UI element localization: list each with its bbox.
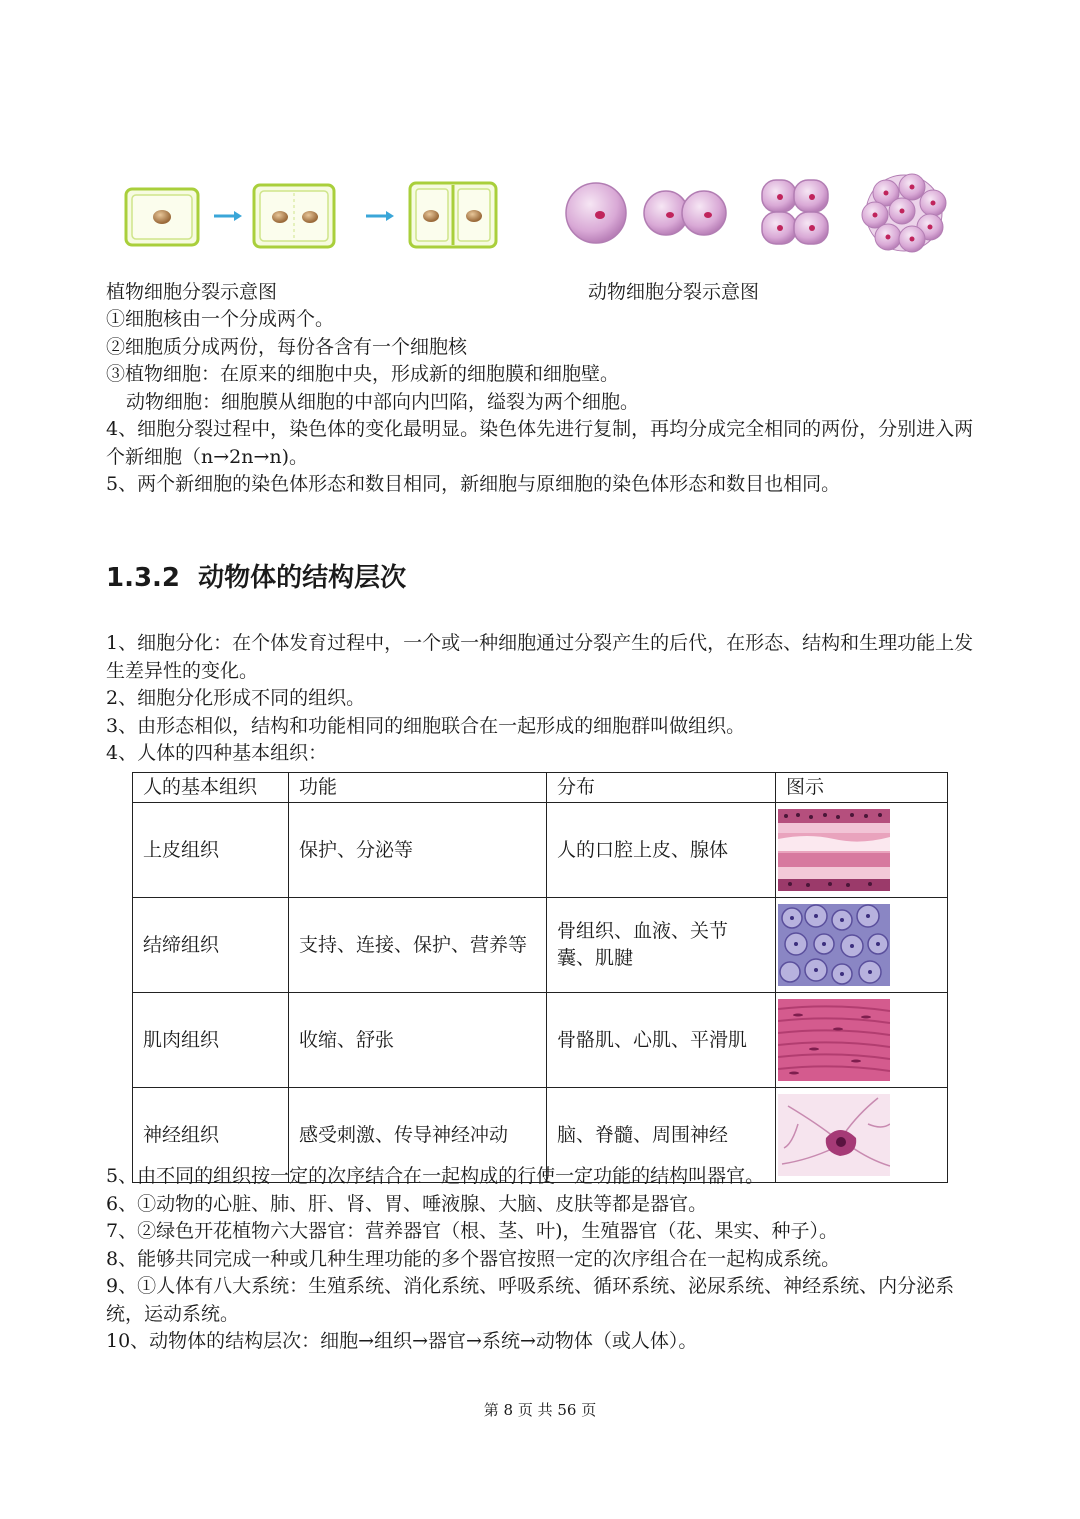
tissue-function: 收缩、舒张 xyxy=(289,993,547,1088)
tissue-name: 肌肉组织 xyxy=(133,993,289,1088)
table-header-row xyxy=(133,773,948,803)
text-line: 10、动物体的结构层次：细胞→组织→器官→系统→动物体（或人体）。 xyxy=(106,1330,698,1352)
plant-cell-stage-2 xyxy=(254,185,334,247)
text-line: ①细胞核由一个分成两个。 xyxy=(106,308,335,330)
tissue-distribution: 骨骼肌、心肌、平滑肌 xyxy=(547,993,776,1088)
tissue-distribution: 脑、脊髓、周围神经 xyxy=(547,1088,776,1183)
page-footer: 第 8 页 共 56 页 xyxy=(483,1401,597,1419)
tissue-name: 结缔组织 xyxy=(133,898,289,993)
text-line: ②细胞质分成两份，每份各含有一个细胞核 xyxy=(106,335,468,358)
table-row xyxy=(133,898,948,993)
column-header: 分布 xyxy=(547,773,776,803)
text-line: 2、细胞分化形成不同的组织。 xyxy=(106,687,366,709)
text-line: 3、由形态相似，结构和功能相同的细胞联合在一起形成的细胞群叫做组织。 xyxy=(106,714,746,737)
text-line: ③植物细胞：在原来的细胞中央，形成新的细胞膜和细胞壁。 xyxy=(106,363,620,385)
epithelial-micrograph xyxy=(778,809,890,891)
tissue-function: 感受刺激、传导神经冲动 xyxy=(289,1088,547,1183)
section-title: 动物体的结构层次 xyxy=(198,563,407,593)
text-line: 9、①人体有八大系统：生殖系统、消化系统、呼吸系统、循环系统、泌尿系统、神经系统、内分泌系统，运动系统。 xyxy=(106,1275,955,1325)
cell-division-figures xyxy=(118,165,958,275)
plant-cell-stage-3 xyxy=(410,183,496,247)
plant-figure-caption: 植物细胞分裂示意图 xyxy=(106,281,278,303)
tissue-name: 神经组织 xyxy=(133,1088,289,1183)
section-number: 1.3.2 xyxy=(106,563,181,593)
text-line: 6、①动物的心脏、肺、肝、肾、胃、唾液腺、大脑、皮肤等都是器官。 xyxy=(106,1192,708,1215)
column-header: 人的基本组织 xyxy=(133,773,289,803)
tissue-name: 上皮组织 xyxy=(133,803,289,898)
tissue-function: 支持、连接、保护、营养等 xyxy=(289,898,547,993)
animal-cell-stage-1 xyxy=(566,183,626,243)
text-line: 5、两个新细胞的染色体形态和数目相同，新细胞与原细胞的染色体形态和数目也相同。 xyxy=(106,473,841,495)
division-points xyxy=(106,306,986,499)
animal-cell-stage-4 xyxy=(862,174,946,252)
points-b xyxy=(106,1163,986,1356)
tissue-table xyxy=(132,772,948,1183)
tissue-distribution: 骨组织、血液、关节囊、肌腱 xyxy=(547,898,776,993)
column-header: 图示 xyxy=(776,773,948,803)
text-line: 1、细胞分化：在个体发育过程中，一个或一种细胞通过分裂产生的后代，在形态、结构和生理功能上发生差异性的变化。 xyxy=(106,632,974,682)
plant-cell-stage-1 xyxy=(126,189,198,245)
text-line: 8、能够共同完成一种或几种生理功能的多个器官按照一定的次序组合在一起构成系统。 xyxy=(106,1247,841,1270)
text-line: 4、细胞分裂过程中，染色体的变化最明显。染色体先进行复制，再均分成完全相同的两份，分别进入两个新细胞（n→2n→n)。 xyxy=(106,418,974,468)
tissue-function: 保护、分泌等 xyxy=(289,803,547,898)
text-line: 5、由不同的组织按一定的次序结合在一起构成的行使一定功能的结构叫器官。 xyxy=(106,1165,765,1187)
connective-micrograph xyxy=(778,904,890,986)
animal-figure-caption: 动物细胞分裂示意图 xyxy=(588,281,760,303)
animal-cell-stage-3 xyxy=(762,180,828,244)
text-line: 动物细胞：细胞膜从细胞的中部向内凹陷，缢裂为两个细胞。 xyxy=(126,390,640,413)
text-line: 7、②绿色开花植物六大器官：营养器官（根、茎、叶)，生殖器官（花、果实、种子）。 xyxy=(106,1220,839,1242)
text-line: 4、人体的四种基本组织： xyxy=(106,742,328,764)
section-heading xyxy=(106,560,406,596)
points-a xyxy=(106,630,986,768)
animal-cell-stage-2 xyxy=(644,191,726,235)
table-row xyxy=(133,993,948,1088)
column-header: 功能 xyxy=(289,773,547,803)
tissue-distribution: 人的口腔上皮、腺体 xyxy=(547,803,776,898)
muscle-micrograph xyxy=(778,999,890,1081)
arrow-right-icon xyxy=(214,211,242,221)
arrow-right-icon xyxy=(366,211,394,221)
table-row xyxy=(133,803,948,898)
